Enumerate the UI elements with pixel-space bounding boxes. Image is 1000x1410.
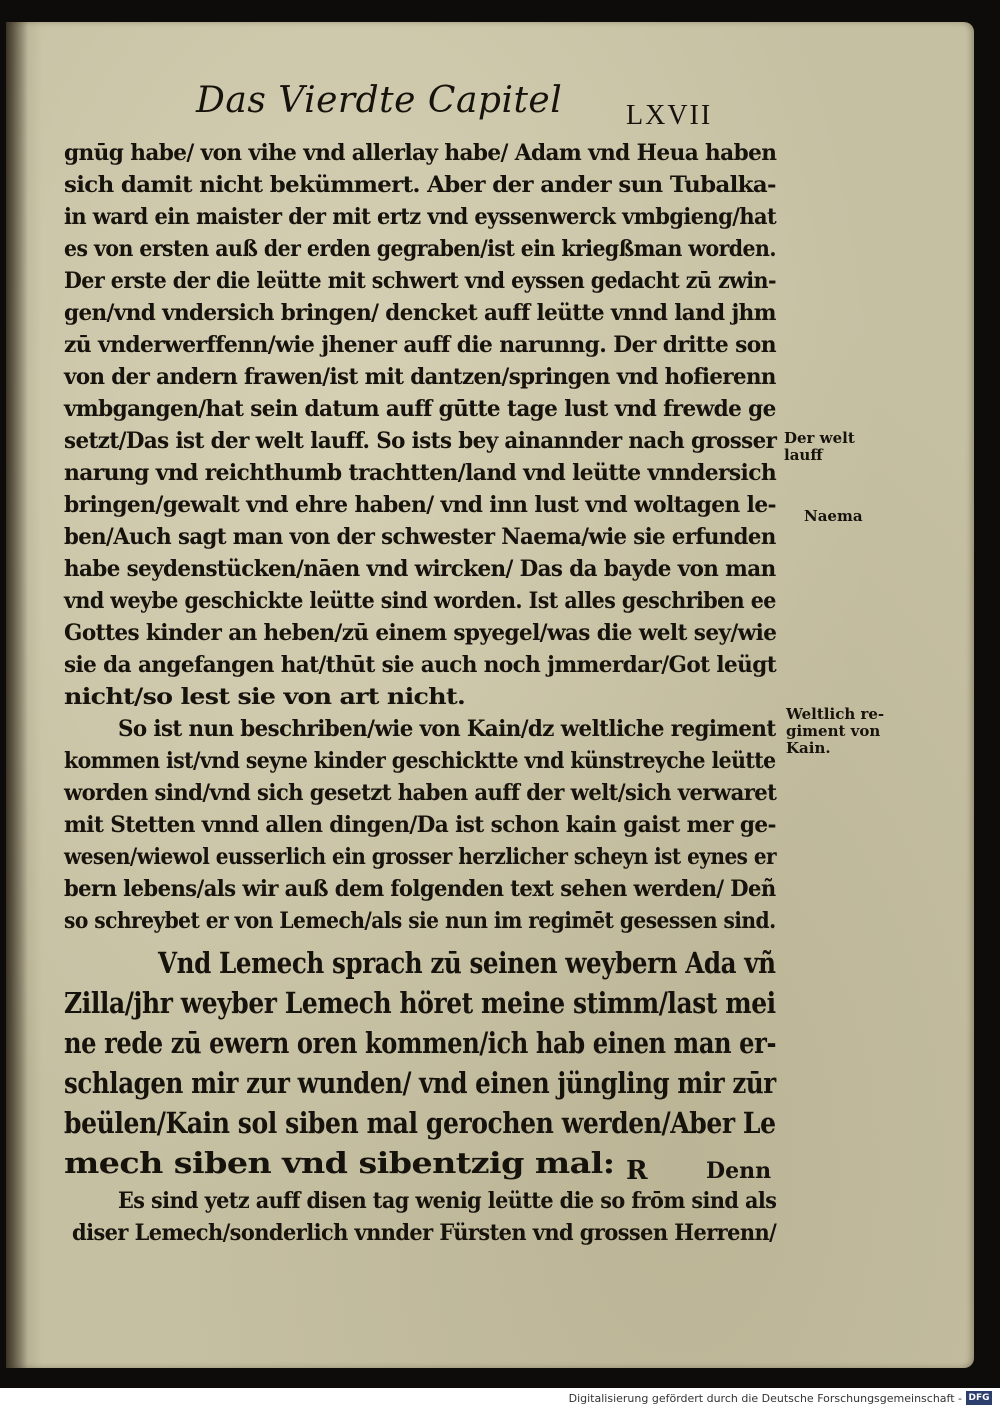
funding-credit: Digitalisierung gefördert durch die Deutsche Forschungsgemeinschaft - [568, 1392, 962, 1405]
text-line: sie da angefangen hat/thūt sie auch noch jmmerdar/Got leügt [64, 652, 777, 678]
text-line: vmbgangen/hat sein datum auff gūtte tage lust vnd frewde ge [64, 396, 776, 422]
verse-line: ne rede zū ewern oren kommen/ich hab einen man er- [64, 1026, 777, 1060]
text-line: sich damit nicht bekümmert. Aber der ander sun Tubalka- [64, 172, 776, 198]
text-line: kommen ist/vnd seyne kinder geschicktte vnd künstreyche leütte [64, 748, 776, 774]
text-line: mit Stetten vnnd allen dingen/Da ist schon kain gaist mer ge- [64, 812, 776, 838]
text-line: von der andern frawen/ist mit dantzen/springen vnd hofierenn [64, 364, 776, 390]
verse-line: Zilla/jhr weyber Lemech höret meine stimm/last mei [64, 986, 776, 1020]
folio-number: LXVII [626, 100, 713, 131]
text-line: So ist nun beschriben/wie von Kain/dz weltliche regiment [118, 716, 776, 742]
commentary-line: Es sind yetz auff disen tag wenig leütte die so frōm sind als [118, 1188, 777, 1214]
margin-gloss-welt-lauff: Der welt lauff [784, 429, 855, 464]
text-line: Gottes kinder an heben/zū einem spyegel/was die welt sey/wie [64, 620, 777, 646]
text-line: gnūg habe/ von vihe vnd allerlay habe/ Adam vnd Heua haben [64, 140, 777, 166]
text-line: habe seydenstücken/nāen vnd wircken/ Das da bayde von man [64, 556, 776, 582]
text-line: in ward ein maister der mit ertz vnd eyssenwerck vmbgieng/hat [64, 204, 777, 230]
dfg-logo: DFG [966, 1391, 992, 1405]
text-line: bern lebens/als wir auß dem folgenden text sehen werden/ Deñ [64, 876, 776, 902]
signature-mark: R [626, 1156, 648, 1186]
commentary-line: diser Lemech/sonderlich vnnder Fürsten vnd grossen Herrenn/ [72, 1220, 777, 1246]
text-line: bringen/gewalt vnd ehre haben/ vnd inn lust vnd woltagen le- [64, 492, 776, 518]
text-line: zū vnderwerffenn/wie jhener auff die narunng. Der dritte son [64, 332, 776, 358]
text-line: wesen/wiewol eusserlich ein grosser herzlicher scheyn ist eynes er [64, 844, 777, 870]
verse-line: schlagen mir zur wunden/ vnd einen jüngling mir zūr [64, 1066, 776, 1100]
verse-line: Vnd Lemech sprach zū seinen weybern Ada vñ [158, 946, 776, 980]
margin-gloss-weltlich-regiment: Weltlich re- giment von Kain. [786, 705, 885, 757]
verse-line: beülen/Kain sol siben mal gerochen werden/Aber Le [64, 1106, 776, 1140]
margin-gloss-naema: Naema [804, 507, 863, 525]
text-line: setzt/Das ist der welt lauff. So ists bey ainannder nach grosser [64, 428, 777, 454]
page-gutter-shadow [6, 22, 28, 1368]
catchword: Denn [706, 1158, 772, 1184]
text-line: gen/vnd vndersich bringen/ dencket auff leütte vnnd land jhm [64, 300, 776, 326]
text-line: Der erste der die leütte mit schwert vnd eyssen gedacht zū zwin- [64, 268, 776, 294]
credit-bar [0, 1388, 1000, 1410]
running-title: Das Vierdte Capitel [196, 80, 563, 121]
text-line: so schreybet er von Lemech/als sie nun im regimēt gesessen sind. [64, 908, 776, 934]
text-line: worden sind/vnd sich gesetzt haben auff der welt/sich verwaret [64, 780, 777, 806]
text-line: narung vnd reichthumb trachtten/land vnd leütte vnndersich [64, 460, 777, 486]
text-line: es von ersten auß der erden gegraben/ist ein kriegßman worden. [64, 236, 776, 262]
verse-line: mech siben vnd sibentzig mal: [64, 1146, 615, 1180]
text-line: ben/Auch sagt man von der schwester Naema/wie sie erfunden [64, 524, 776, 550]
text-line: vnd weybe geschickte leütte sind worden. Ist alles geschriben ee [64, 588, 776, 614]
text-line: nicht/so lest sie von art nicht. [64, 684, 466, 710]
